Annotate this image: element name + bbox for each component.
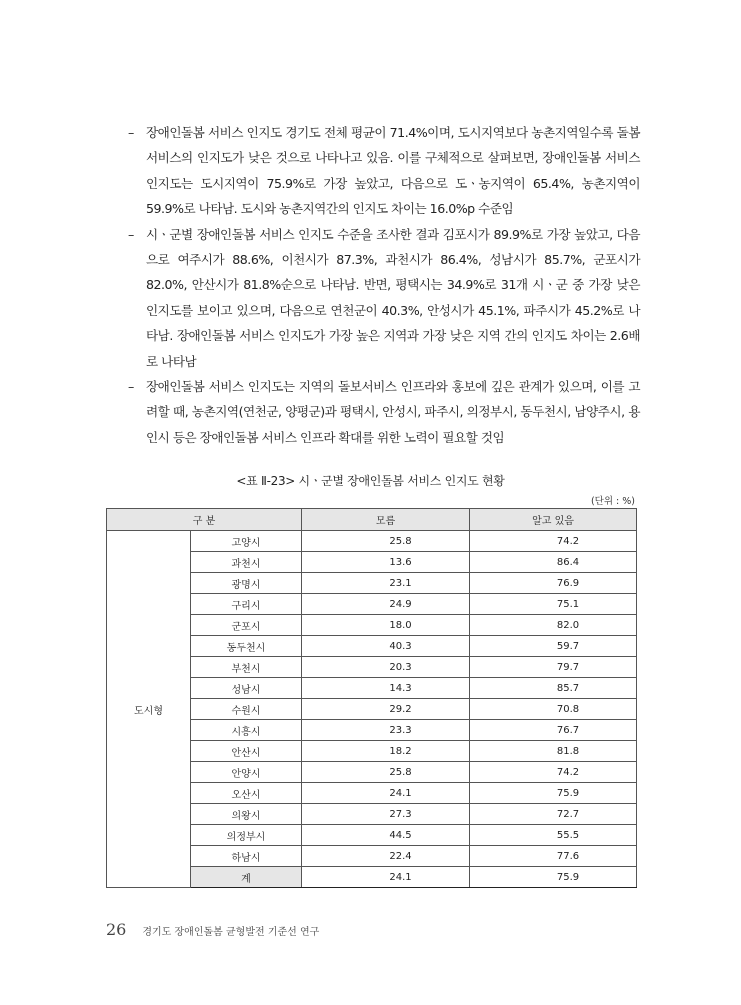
page-footer [106,920,319,939]
bullet-marker: – [128,379,134,395]
total-unknown: 24.1 [302,867,470,888]
known-value: 85.7 [470,678,637,699]
bullet-marker: – [128,226,134,242]
known-value: 72.7 [470,804,637,825]
table-caption: <표 Ⅱ-23> 시ㆍ군별 장애인돌봄 서비스 인지도 현황 [236,474,505,488]
unknown-value: 23.1 [302,573,470,594]
bullet-item [128,222,640,374]
city-name: 군포시 [191,615,302,636]
city-name: 안산시 [191,741,302,762]
bullet-item [128,374,640,450]
unknown-value: 24.9 [302,594,470,615]
known-value: 76.7 [470,720,637,741]
unknown-value: 18.2 [302,741,470,762]
awareness-table [106,508,637,888]
city-name: 동두천시 [191,636,302,657]
city-name: 수원시 [191,699,302,720]
city-name: 오산시 [191,783,302,804]
unknown-value: 24.1 [302,783,470,804]
unknown-value: 44.5 [302,825,470,846]
bullet-text: 장애인돌봄 서비스 인지도 경기도 전체 평균이 71.4%이며, 도시지역보다 농촌지역일수록 돌봄서비스의 인지도가 낮은 것으로 나타나고 있음. 이를 구체적으로 살펴보면, 장애인돌봄 서비스 인지도는 도시지역이 75.9%로 가장 높았고, 다음으로 도ㆍ농지역이 65.4%, 농촌지역이 59.9%로 나타남. 도시와 농촌지역간의 인지도 차이는 16.0%p 수준임 [146,125,640,217]
known-value: 79.7 [470,657,637,678]
known-value: 76.9 [470,573,637,594]
header-unknown: 모름 [302,509,470,531]
city-name: 고양시 [191,531,302,552]
known-value: 81.8 [470,741,637,762]
known-value: 70.8 [470,699,637,720]
unknown-value: 13.6 [302,552,470,573]
unknown-value: 18.0 [302,615,470,636]
city-name: 하남시 [191,846,302,867]
table-row [107,531,637,552]
bullet-text: 장애인돌봄 서비스 인지도는 지역의 돌보서비스 인프라와 홍보에 깊은 관계가 있으며, 이를 고려할 때, 농촌지역(연천군, 양평군)과 평택시, 안성시, 파주시, 의정부시, 동두천시, 남양주시, 용인시 등은 장애인돌봄 서비스 인프라 확대를 위한 노력이 필요할 것임 [146,379,640,445]
known-value: 77.6 [470,846,637,867]
city-name: 시흥시 [191,720,302,741]
table-body [107,531,637,888]
unknown-value: 22.4 [302,846,470,867]
known-value: 74.2 [470,762,637,783]
known-value: 75.1 [470,594,637,615]
page-number: 26 [106,920,127,939]
unknown-value: 20.3 [302,657,470,678]
unknown-value: 25.8 [302,762,470,783]
bullet-marker: – [128,125,134,140]
footer-title: 경기도 장애인돌봄 균형발전 기준선 연구 [142,927,320,938]
unknown-value: 25.8 [302,531,470,552]
total-label: 계 [191,867,302,888]
header-category: 구 분 [107,509,302,531]
city-name: 의왕시 [191,804,302,825]
bullet-list [128,120,640,450]
known-value: 59.7 [470,636,637,657]
known-value: 55.5 [470,825,637,846]
city-name: 성남시 [191,678,302,699]
known-value: 86.4 [470,552,637,573]
city-name: 과천시 [191,552,302,573]
unknown-value: 27.3 [302,804,470,825]
header-known: 알고 있음 [470,509,637,531]
known-value: 74.2 [470,531,637,552]
unknown-value: 14.3 [302,678,470,699]
known-value: 82.0 [470,615,637,636]
city-name: 광명시 [191,573,302,594]
city-name: 구리시 [191,594,302,615]
city-name: 부천시 [191,657,302,678]
unknown-value: 40.3 [302,636,470,657]
unknown-value: 29.2 [302,699,470,720]
table-unit: (단위 : %) [590,496,635,507]
unknown-value: 23.3 [302,720,470,741]
bullet-item [128,120,640,222]
bullet-text: 시ㆍ군별 장애인돌봄 서비스 인지도 수준을 조사한 결과 김포시가 89.9%로 가장 높았고, 다음으로 여주시가 88.6%, 이천시가 87.3%, 과천시가 86.4%, 성남시가 85.7%, 군포시가 82.0%, 안산시가 81.8%순으로 나타남. 반면, 평택시는 34.9%로 31개 시ㆍ군 중 가장 낮은 인지도를 보이고 있으며, 다음으로 연천군이 40.3%, 안성시가 45.1%, 파주시가 45.2%로 나타남. 장애인돌봄 서비스 인지도가 가장 높은 지역과 가장 낮은 지역 간의 인지도 차이는 2.6배로 나타남 [146,226,640,369]
group-label: 도시형 [107,531,191,888]
total-known: 75.9 [470,867,637,888]
city-name: 의정부시 [191,825,302,846]
city-name: 안양시 [191,762,302,783]
known-value: 75.9 [470,783,637,804]
table-header-row [107,509,637,531]
